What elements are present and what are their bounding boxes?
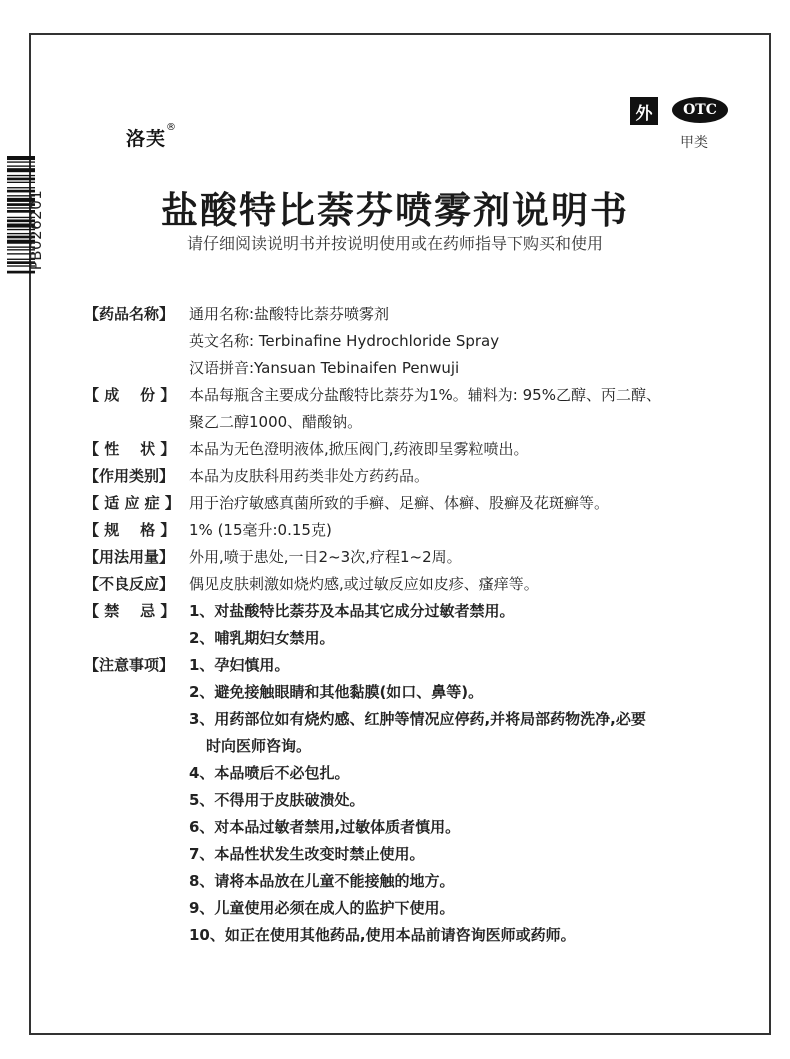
section-label: 【用法用量】	[84, 548, 175, 566]
brand-name: 洛芙	[126, 128, 167, 150]
precaution-item: 1、孕妇慎用。	[189, 656, 290, 674]
otc-badge: OTC	[672, 97, 728, 123]
section-label: 【注意事项】	[84, 656, 175, 674]
specification-line: 1% (15毫升:0.15克)	[189, 521, 332, 539]
precaution-item-continued: 时向医师咨询。	[206, 737, 312, 755]
precaution-item: 4、本品喷后不必包扎。	[189, 764, 350, 782]
precaution-item: 8、请将本品放在儿童不能接触的地方。	[189, 872, 455, 890]
contraindication-item: 1、对盐酸特比萘芬及本品其它成分过敏者禁用。	[189, 602, 515, 620]
precaution-item: 9、儿童使用必须在成人的监护下使用。	[189, 899, 455, 917]
indications-line: 用于治疗敏感真菌所致的手癣、足癣、体癣、股癣及花斑癣等。	[189, 494, 610, 512]
precaution-item: 7、本品性状发生改变时禁止使用。	[189, 845, 425, 863]
generic-name-line: 通用名称:盐酸特比萘芬喷雾剂	[189, 305, 390, 323]
section-label: 【药品名称】	[84, 305, 175, 323]
ingredients-line: 本品每瓶含主要成分盐酸特比萘芬为1%。辅料为: 95%乙醇、丙二醇、	[189, 386, 661, 404]
section-label: 【 规 格 】	[84, 521, 176, 539]
barcode-number: PB026201	[27, 189, 45, 271]
otc-class-label: 甲类	[680, 135, 708, 151]
section-precautions	[84, 652, 724, 949]
precaution-item: 5、不得用于皮肤破溃处。	[189, 791, 365, 809]
section-dosage	[84, 544, 724, 571]
section-label: 【作用类别】	[84, 467, 175, 485]
ingredients-line: 聚乙二醇1000、醋酸钠。	[189, 413, 363, 431]
section-label: 【 适 应 症 】	[84, 494, 180, 512]
precaution-item: 6、对本品过敏者禁用,过敏体质者慎用。	[189, 818, 461, 836]
section-contraindications	[84, 598, 724, 652]
section-indications	[84, 490, 724, 517]
section-label: 【 禁 忌 】	[84, 602, 176, 620]
section-description	[84, 436, 724, 463]
section-label: 【 性 状 】	[84, 440, 176, 458]
precaution-item: 2、避免接触眼睛和其他黏膜(如口、鼻等)。	[189, 683, 484, 701]
document-subtitle: 请仔细阅读说明书并按说明使用或在药师指导下购买和使用	[186, 234, 603, 253]
brand-logo	[126, 124, 177, 151]
contraindication-item: 2、哺乳期妇女禁用。	[189, 629, 335, 647]
english-name-line: 英文名称: Terbinafine Hydrochloride Spray	[189, 332, 500, 350]
pinyin-name-line: 汉语拼音:Yansuan Tebinaifen Penwuji	[189, 359, 460, 377]
precaution-item: 3、用药部位如有烧灼感、红肿等情况应停药,并将局部药物洗净,必要	[189, 710, 646, 728]
section-category	[84, 463, 724, 490]
registered-mark: ®	[166, 122, 178, 133]
section-drug-name	[84, 301, 724, 382]
section-ingredients	[84, 382, 724, 436]
section-label: 【不良反应】	[84, 575, 175, 593]
document-title: 盐酸特比萘芬喷雾剂说明书	[161, 189, 629, 232]
description-line: 本品为无色澄明液体,掀压阀门,药液即呈雾粒喷出。	[189, 440, 529, 458]
external-use-badge: 外	[630, 97, 658, 125]
dosage-line: 外用,喷于患处,一日2~3次,疗程1~2周。	[189, 548, 462, 566]
adverse-reactions-line: 偶见皮肤刺激如烧灼感,或过敏反应如皮疹、瘙痒等。	[189, 575, 539, 593]
section-label: 【 成 份 】	[84, 386, 176, 404]
instructions-body	[84, 301, 724, 949]
precaution-item: 10、如正在使用其他药品,使用本品前请咨询医师或药师。	[189, 926, 576, 944]
section-specification	[84, 517, 724, 544]
section-adverse-reactions	[84, 571, 724, 598]
category-line: 本品为皮肤科用药类非处方药药品。	[189, 467, 430, 485]
